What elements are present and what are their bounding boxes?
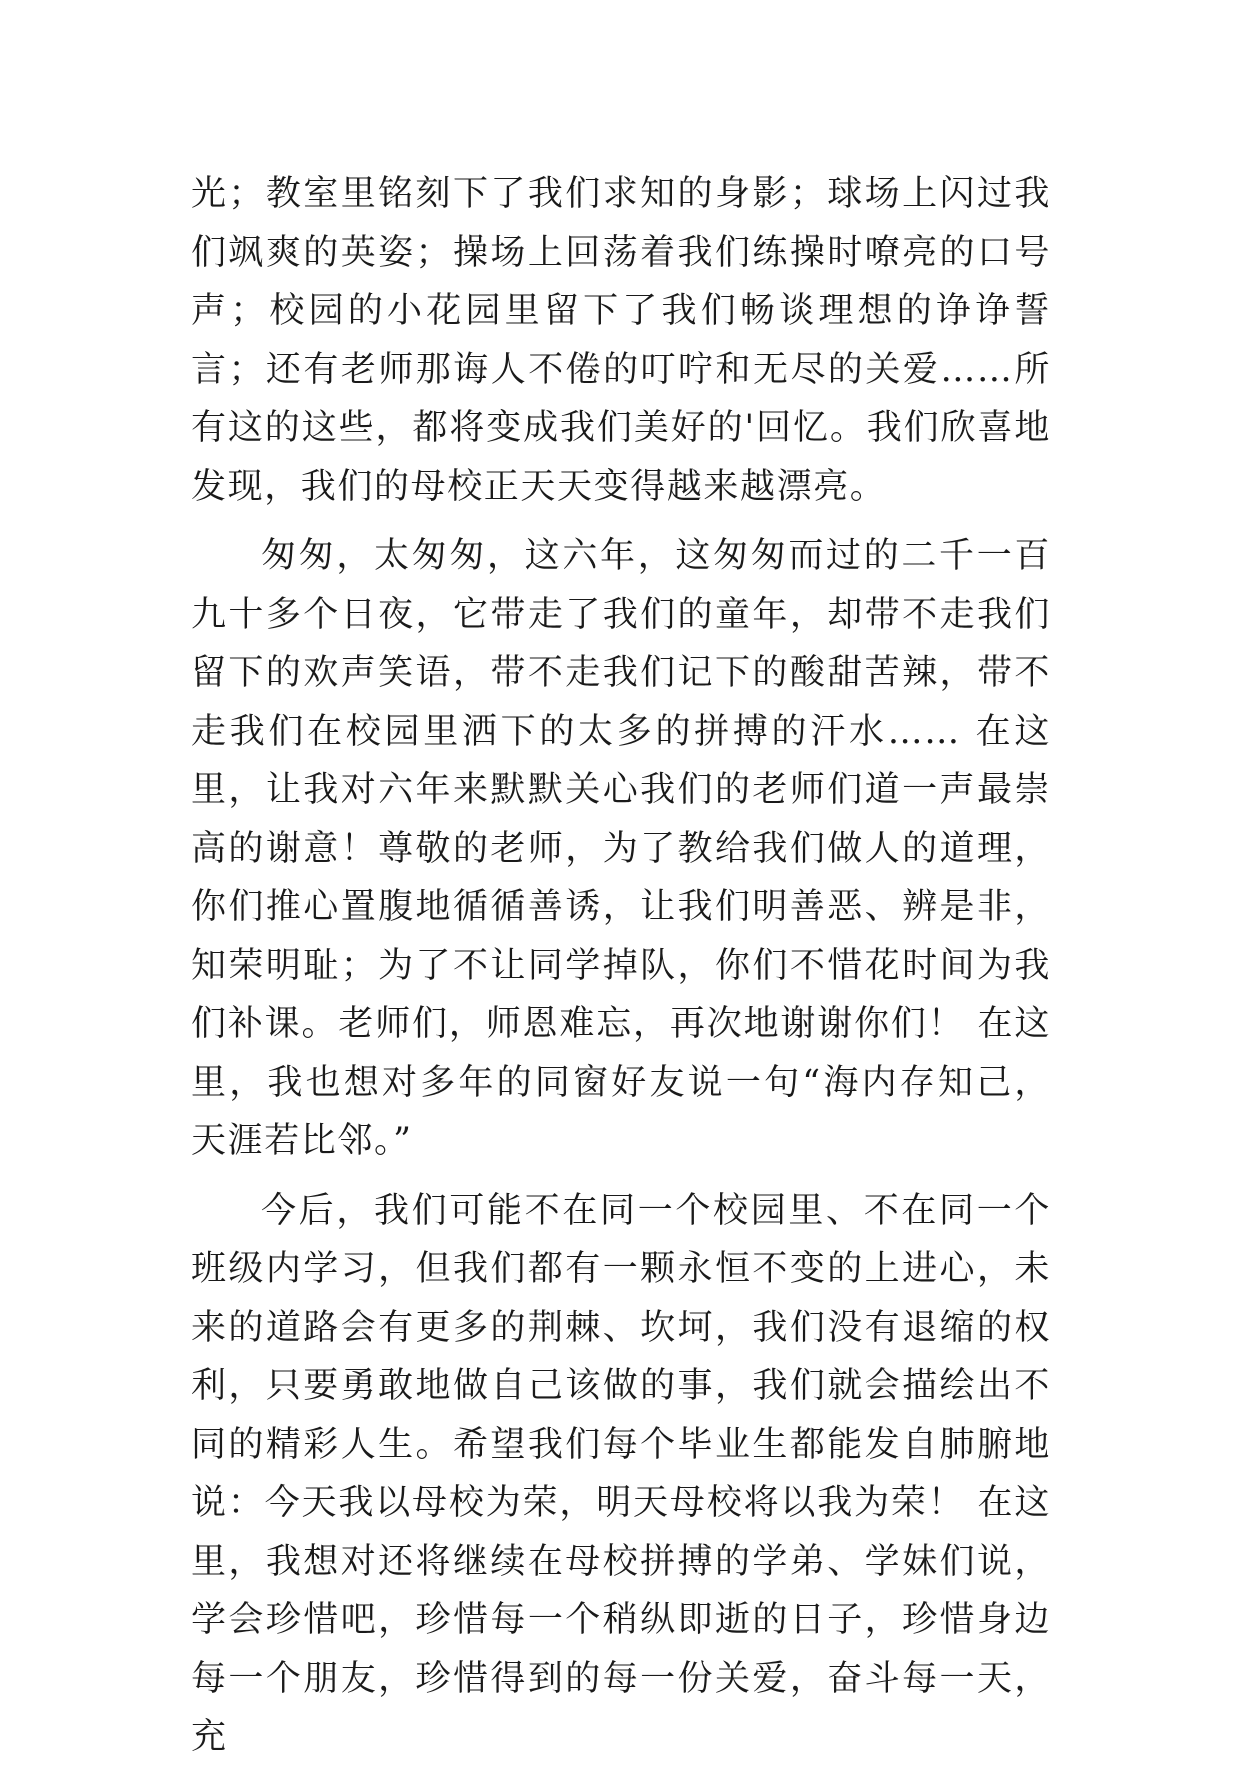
paragraph-2: 匆匆，太匆匆，这六年，这匆匆而过的二千一百九十多个日夜，它带走了我们的童年，却带不走我们留下的欢声笑语，带不走我们记下的酸甜苦辣，带不走我们在校园里洒下的太多的拼搏的汗水…… 在这里，让我对六年来默默关心我们的老师们道一声最崇高的谢意！尊敬的老师，为了教给我们做人的道理，你们推心置腹地循循善诱，让我们明善恶、辨是非，知荣明耻；为了不让同学掉队，你们不惜花时间为我们补课。老师们，师恩难忘，再次地谢谢你们！ 在这里，我也想对多年的同窗好友说一句“海内存知己，天涯若比邻。” [191,536,1051,1161]
paragraph-3: 今后，我们可能不在同一个校园里、不在同一个班级内学习，但我们都有一颗永恒不变的上进心，未来的道路会有更多的荆棘、坎坷，我们没有退缩的权利，只要勇敢地做自己该做的事，我们就会描绘出不同的精彩人生。希望我们每个毕业生都能发自肺腑地说：今天我以母校为荣，明天母校将以我为荣！ 在这里，我想对还将继续在母校拼搏的学弟、学妹们说，学会珍惜吧，珍惜每一个稍纵即逝的日子，珍惜身边每一个朋友，珍惜得到的每一份关爱，奋斗每一天，充 [191,1190,1051,1757]
document-body [191,165,1051,1767]
paragraph-gap [191,1171,1051,1182]
paragraph-gap [191,516,1051,527]
paragraph-1: 光；教室里铭刻下了我们求知的身影；球场上闪过我们飒爽的英姿；操场上回荡着我们练操时嘹亮的口号声；校园的小花园里留下了我们畅谈理想的诤诤誓言；还有老师那诲人不倦的叮咛和无尽的关爱……所有这的这些，都将变成我们美好的'回忆。我们欣喜地发现，我们的母校正天天变得越来越漂亮。 [191,174,1051,507]
